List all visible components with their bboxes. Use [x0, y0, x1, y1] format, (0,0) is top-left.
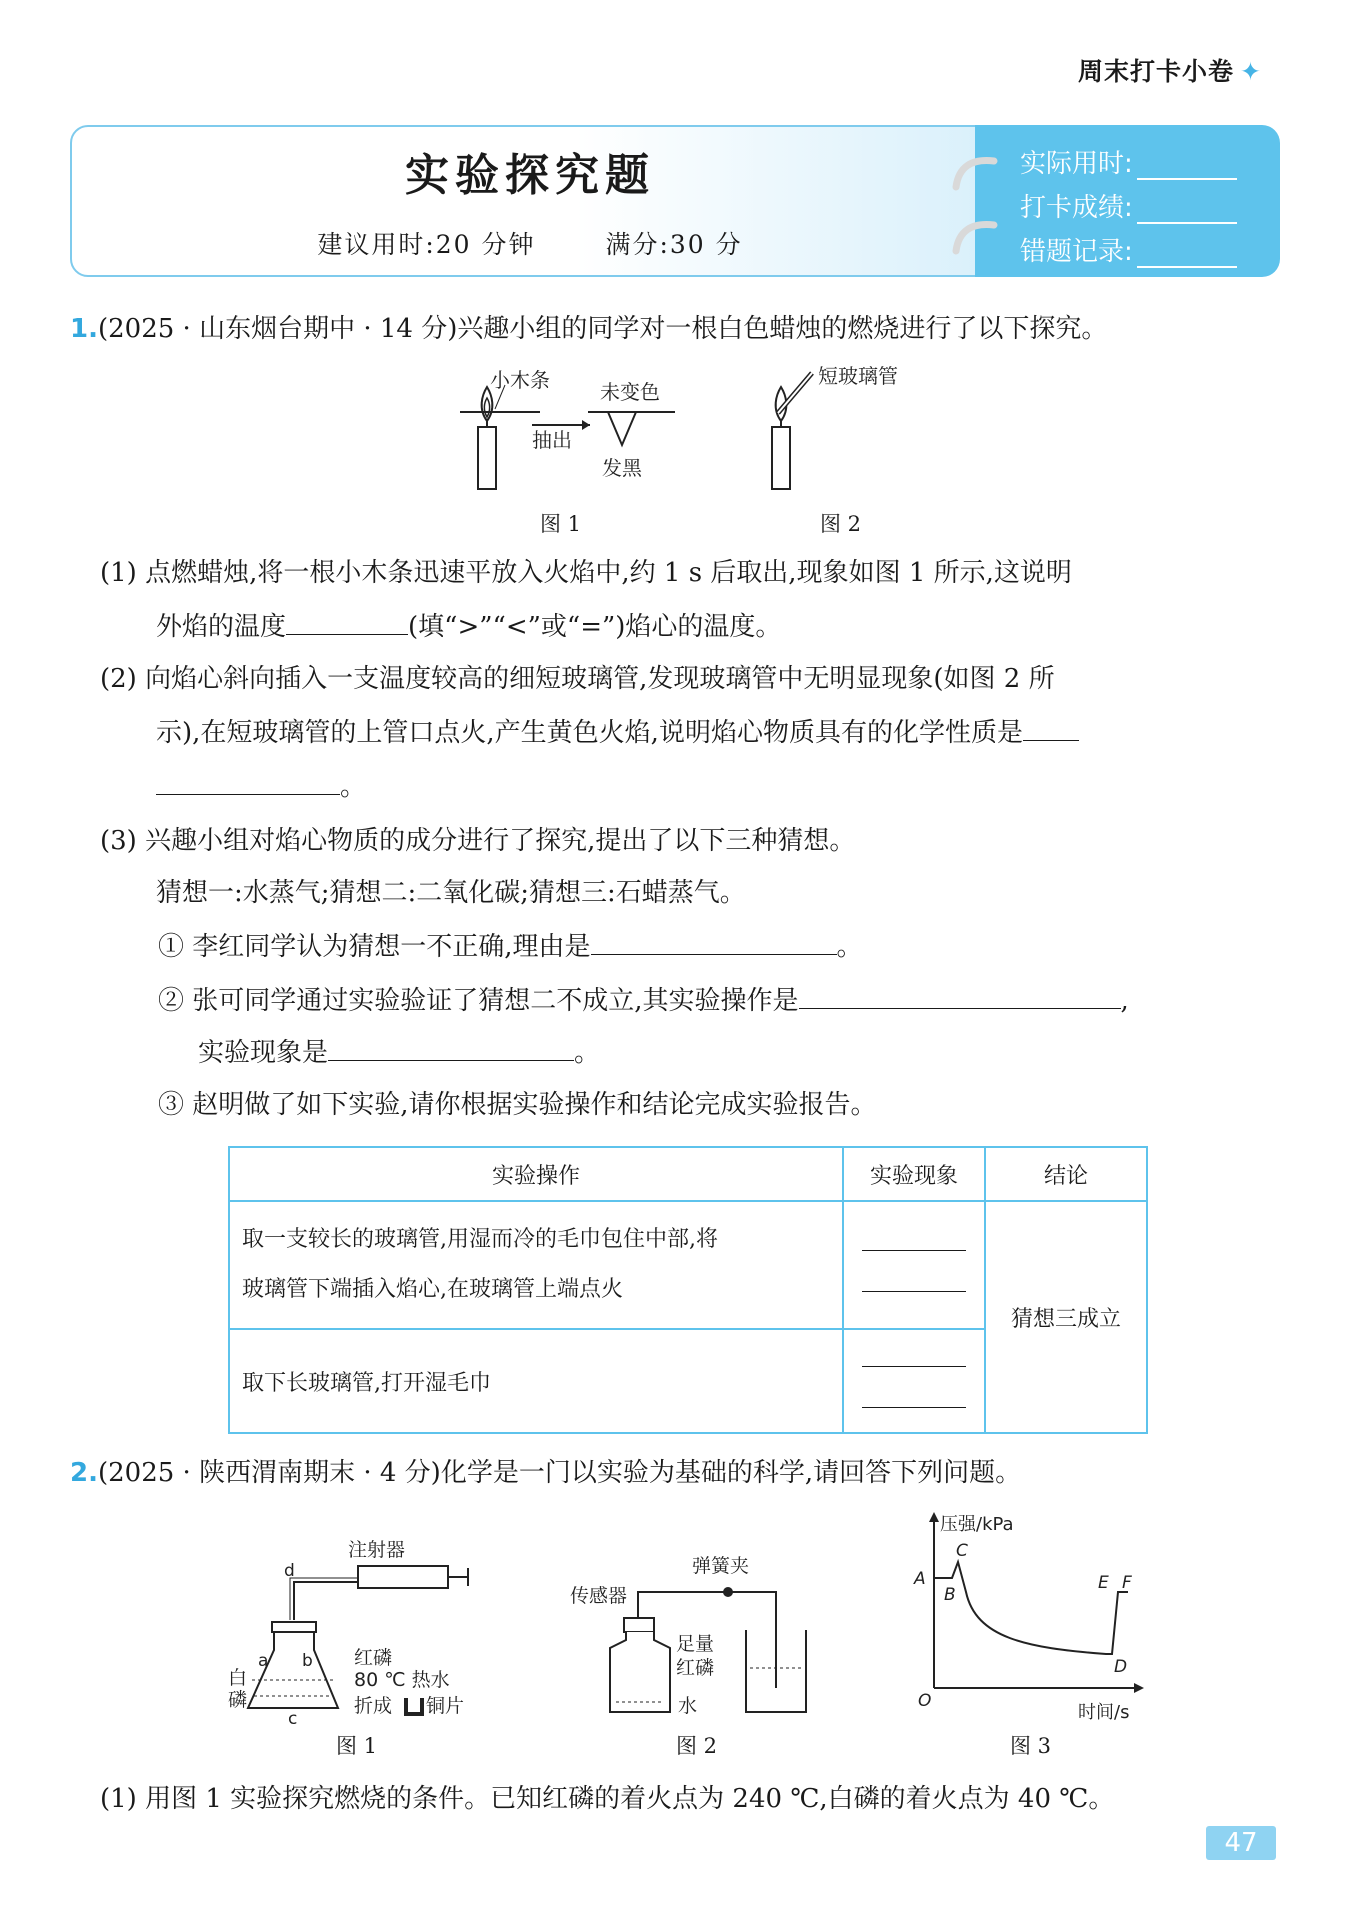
q1-fig1-candle [460, 385, 540, 489]
q2-fig1 [228, 1530, 498, 1726]
q2-fig3-caption: 图 3 [1010, 1734, 1052, 1758]
table-row1-blank-1[interactable] [862, 1224, 966, 1251]
q2-fig1-label-d: d [284, 1561, 295, 1581]
q1-sub1-blank[interactable] [591, 928, 837, 955]
q1-fig1-stick-result [588, 412, 675, 445]
suggested-time: 建议用时:20 分钟 [317, 230, 536, 259]
q1-stem: 1.(2025 · 山东烟台期中 · 14 分)兴趣小组的同学对一根白色蜡烛的燃烧进行了以下探究。 [70, 314, 1108, 344]
q1-fig2-candle [772, 373, 812, 489]
q1-part2-blank-cont[interactable] [156, 768, 340, 795]
q2-fig2-caption: 图 2 [676, 1734, 718, 1758]
q2-fig1-label-a: a [258, 1651, 269, 1671]
q1-number: 1. [70, 314, 98, 344]
q2-fig1-label-b: b [302, 1651, 313, 1671]
q1-figures [440, 365, 960, 535]
point-B: B [944, 1585, 956, 1605]
field-error-record: 错题记录: [1020, 231, 1237, 268]
q2-fig1-label-folded: 折成 [354, 1695, 393, 1717]
table-header-phenomenon: 实验现象 [843, 1147, 985, 1201]
q2-fig2-label-enough: 足量 [676, 1633, 715, 1655]
q1-fig1-label-stick: 小木条 [490, 368, 550, 392]
q2-fig1-label-water: 80 ℃ 热水 [354, 1669, 450, 1691]
q1-sub2-blank-op[interactable] [799, 982, 1121, 1009]
full-score: 满分:30 分 [605, 230, 743, 259]
field-score: 打卡成绩: [1020, 187, 1237, 224]
q2-fig1-label-redp: 红磷 [354, 1647, 393, 1669]
origin-O: O [918, 1691, 932, 1711]
q1-fig1-caption: 图 1 [540, 512, 582, 536]
error-record-input[interactable] [1137, 240, 1237, 268]
q2-fig1-caption: 图 1 [336, 1734, 378, 1758]
q1-part1-blank[interactable] [286, 608, 408, 635]
q2-fig2 [570, 1548, 820, 1728]
point-C: C [956, 1541, 968, 1561]
q1-fig1-label-black: 发黑 [602, 456, 642, 480]
banner-subtitle [70, 225, 990, 261]
syringe-barrel [358, 1566, 448, 1588]
q1-sub3: ③ 赵明做了如下实验,请你根据实验操作和结论完成实验报告。 [158, 1090, 877, 1120]
q2-part1: (1) 用图 1 实验探究燃烧的条件。已知红磷的着火点为 240 ℃,白磷的着火点为 40 ℃。 [100, 1784, 1115, 1814]
page-title: 实验探究题 [405, 150, 655, 201]
q1-part3-line1: (3) 兴趣小组对焰心物质的成分进行了探究,提出了以下三种猜想。 [100, 826, 856, 856]
arrow-right-icon [1134, 1683, 1144, 1693]
table-row2-blank-2[interactable] [862, 1381, 966, 1408]
point-F: F [1122, 1573, 1132, 1593]
q2-fig1-label-copper: 铜片 [426, 1695, 465, 1717]
corner-tag: 周末打卡小卷 ✦ [1078, 57, 1262, 86]
table-row1-operation: 取一支较长的玻璃管,用湿而冷的毛巾包住中部,将 玻璃管下端插入焰心,在玻璃管上端点火 [229, 1201, 843, 1329]
spring-clamp-icon [723, 1587, 733, 1597]
field-actual-time: 实际用时: [1020, 143, 1237, 180]
q2-number: 2. [70, 1458, 98, 1488]
graph-xlabel: 时间/s [1078, 1702, 1130, 1723]
actual-time-input[interactable] [1137, 152, 1237, 180]
q1-fig2-caption: 图 2 [820, 512, 862, 536]
q1-fig1-label-pull: 抽出 [532, 428, 572, 452]
q1-part1-line1: (1) 点燃蜡烛,将一根小木条迅速平放入火焰中,约 1 s 后取出,现象如图 1 所示,这说明 [100, 558, 1072, 588]
score-input[interactable] [1137, 196, 1237, 224]
q1-part1-line2: 外焰的温度 (填“>”“<”或“=”)焰心的温度。 [156, 608, 781, 644]
q1-sub2: ② 张可同学通过实验验证了猜想二不成立,其实验操作是 , [158, 982, 1129, 1018]
q2-fig2-label-clamp: 弹簧夹 [692, 1555, 750, 1577]
q1-part2-line3: 。 [156, 768, 366, 804]
arrow-right-icon [582, 420, 590, 430]
table-row1-phenomenon [843, 1201, 985, 1329]
point-A: A [914, 1569, 926, 1589]
table-row1-blank-2[interactable] [862, 1265, 966, 1292]
q2-fig2-label-redp: 红磷 [676, 1657, 715, 1679]
q1-fig2-label-tube: 短玻璃管 [818, 365, 898, 388]
q2-fig1-label-syringe: 注射器 [348, 1539, 406, 1561]
gas-bottle [610, 1632, 670, 1712]
q1-sub1: ① 李红同学认为猜想一不正确,理由是 。 [158, 928, 863, 964]
q1-part3-line2: 猜想一:水蒸气;猜想二:二氧化碳;猜想三:石蜡蒸气。 [156, 878, 746, 908]
q2-fig1-label-white2: 磷 [228, 1689, 248, 1711]
q1-part2-blank[interactable] [1023, 714, 1079, 741]
point-E: E [1098, 1573, 1109, 1593]
copper-sheet-shape [406, 1698, 422, 1714]
table-conclusion: 猜想三成立 [985, 1201, 1147, 1433]
q2-stem: 2.(2025 · 陕西渭南期末 · 4 分)化学是一门以实验为基础的科学,请回答下列问题。 [70, 1458, 1022, 1488]
table-row2-phenomenon [843, 1329, 985, 1433]
page-number: 47 [1206, 1826, 1276, 1860]
arrow-up-icon [929, 1512, 939, 1522]
table-header-conclusion: 结论 [985, 1147, 1147, 1201]
q1-fig1-label-unchanged: 未变色 [600, 380, 660, 404]
table-row2-blank-1[interactable] [862, 1340, 966, 1367]
q2-fig3-pressure-graph [906, 1508, 1156, 1728]
q2-fig2-label-water: 水 [678, 1695, 698, 1717]
point-D: D [1114, 1657, 1128, 1677]
header-banner [70, 125, 1280, 277]
q2-fig2-label-sensor: 传感器 [570, 1585, 628, 1607]
q1-part2-line1: (2) 向焰心斜向插入一支温度较高的细短玻璃管,发现玻璃管中无明显现象(如图 2 所 [100, 664, 1055, 694]
table-row2-operation: 取下长玻璃管,打开湿毛巾 [229, 1329, 843, 1433]
q1-sub2-blank-phen[interactable] [328, 1034, 574, 1061]
q1-part2-line2: 示),在短玻璃管的上管口点火,产生黄色火焰,说明焰心物质具有的化学性质是 [156, 714, 1079, 750]
binder-ring-icon [950, 217, 1002, 257]
sparkle-icon: ✦ [1240, 57, 1262, 86]
table-header-operation: 实验操作 [229, 1147, 843, 1201]
experiment-report-table [228, 1146, 1148, 1434]
q1-sub2-line2: 实验现象是 。 [198, 1034, 600, 1070]
q2-fig1-label-white1: 白 [228, 1667, 248, 1689]
binder-ring-icon [950, 153, 1002, 193]
q2-fig1-label-c: c [288, 1709, 298, 1726]
graph-ylabel: 压强/kPa [940, 1514, 1014, 1535]
